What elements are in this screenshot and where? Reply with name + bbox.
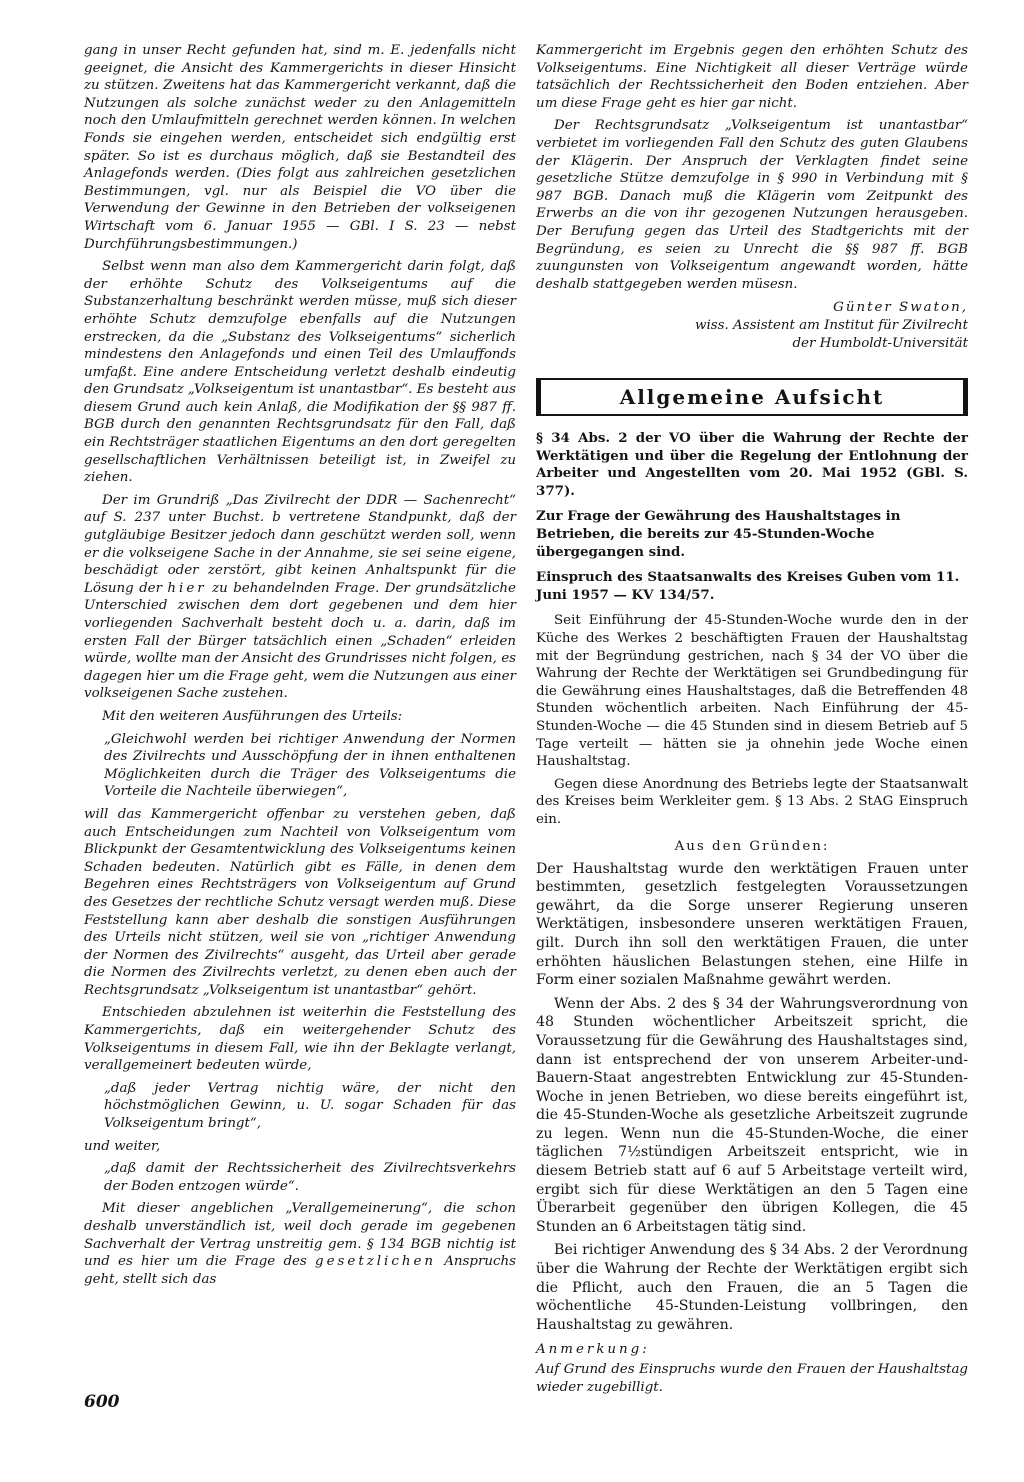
- paragraph: Bei richtiger Anwendung des § 34 Abs. 2 der Verordnung über die Wahrung der Rechte der Werktätigen ergibt sich die Pflicht, auch den Frauen, die an 5 Tagen die wöchentliche 45-Stunden-Leistung vollbringen, den Haushaltstag zu gewähren.: [536, 1242, 968, 1333]
- author-affiliation: der Humboldt-Universität: [792, 335, 968, 351]
- paragraph: Seit Einführung der 45-Stunden-Woche wurde den in der Küche des Werkes 2 beschäftigten Frauen der Haushaltstag mit der Begründung gestrichen, nach § 34 der VO über die Wahrung der Rechte der Werktätigen sei Grundbedingung für die Gewährung eines Haushaltstages, daß die Betreffenden 48 Stunden wöchentlich arbeiten. Nach Einführung der 45-Stunden-Woche — die 45 Stunden sind in diesem Betrieb auf 5 Tage verteilt — hätten sie ja ohnehin jede Woche einen Haushaltstag.: [536, 613, 968, 770]
- paragraph: Selbst wenn man also dem Kammergericht darin folgt, daß der erhöhte Schutz des Volkseigentums auf die Substanzerhaltung beschränkt werden müsse, muß sich dieser erhöhte Schutz demzufolge ebenfalls auf die Nutzungen erstrecken, da die „Substanz des Volkseigentums“ sicherlich mindestens den Anlagefonds und einen Teil des Umlauffonds umfaßt. Eine andere Entscheidung verletzt deshalb eindeutig den Grundsatz „Volkseigentum ist unantastbar“. Es besteht aus diesem Grund auch kein Anlaß, die Modifikation der §§ 987 ff. BGB durch den genannten Rechtsgrundsatz für den Fall, daß ein Rechtsträger staatlichen Eigentums an den dort geregelten gesellschaftlichen Verhältnissen beteiligt ist, in Zweifel zu ziehen.: [84, 259, 517, 486]
- paragraph: Mit den weiteren Ausführungen des Urteils:: [102, 708, 403, 724]
- section-title: Allgemeine Aufsicht: [619, 385, 885, 410]
- paragraph: [84, 1200, 516, 1288]
- remark-text: Auf Grund des Einspruchs wurde den Frauen der Haushaltstag wieder zugebilligt.: [536, 1362, 968, 1395]
- paragraph: Kammergericht im Ergebnis gegen den erhöhten Schutz des Volkseigentums. Eine Nichtigkeit all dieser Verträge würde tatsächlich der Rechtssicherheit den Boden entziehen. Aber um diese Frage geht es hier gar nicht.: [536, 43, 968, 111]
- author-role: wiss. Assistent am Institut für Zivilrecht: [695, 317, 968, 333]
- paragraph: [84, 492, 516, 703]
- quotation: „Gleichwohl werden bei richtiger Anwendung der Normen des Zivilrechts und Ausschöpfung der in ihnen enthaltenen Möglichkeiten durch die Träger des Volkseigentums die Vorteile die Nachteile überwiegen“,: [104, 731, 516, 800]
- text-span: Anspruchs geht, stellt sich das: [84, 1254, 517, 1287]
- paragraph: Entschieden abzulehnen ist weiterhin die Feststellung des Kammergerichts, daß ein weitergehender Schutz des Volkseigentums in diesem Fall, wie ihn der Beklagte verlangt, verallgemeinert bedeuten würde,: [84, 1005, 516, 1074]
- quotation: „daß damit der Rechtssicherheit des Zivilrechtsverkehrs der Boden entzogen würde“.: [104, 1161, 516, 1194]
- left-column: [84, 42, 516, 1293]
- page-number: 600: [84, 1392, 120, 1412]
- case-heading: Einspruch des Staatsanwalts des Kreises Guben vom 11. Juni 1957 — KV 134/57.: [536, 569, 960, 603]
- author-signature: [536, 299, 968, 352]
- paragraph: Gegen diese Anordnung des Betriebs legte der Staatsanwalt des Kreises beim Werkleiter gem. § 13 Abs. 2 StAG Einspruch ein.: [536, 776, 968, 827]
- topic-heading: Zur Frage der Gewährung des Haushaltstages in Betrieben, die bereits zur 45-Stunden-Woche übergegangen sind.: [536, 508, 901, 560]
- grounds-heading: Aus den Gründen:: [674, 838, 830, 854]
- paragraph: gang in unser Recht gefunden hat, sind m. E. jedenfalls nicht geeignet, die Ansicht des Kammergerichts in dieser Hinsicht zu stützen. Zweitens hat das Kammergericht verkannt, daß die Nutzungen als solche zunächst weder zu den Anlagemitteln noch den Umlaufmitteln gerechnet werden können. In welchen Fonds sie eingehen werden, entscheidet sich endgültig erst später. So ist es durchaus möglich, daß sie Bestandteil des Anlagefonds werden. (Dies folgt aus zahlreichen gesetzlichen Bestimmungen, vgl. nur als Beispiel die VO über die Verwendung der Gewinne in den Betrieben der volkseigenen Wirtschaft vom 6. Januar 1955 — GBl. I S. 23 — nebst Durchführungsbestimmungen.): [84, 43, 516, 252]
- emphasized-word: gesetzlichen: [315, 1254, 437, 1270]
- emphasized-word: hier: [167, 580, 207, 596]
- author-name: Günter Swaton,: [833, 300, 968, 316]
- quotation: „daß jeder Vertrag nichtig wäre, der nicht den höchstmöglichen Gewinn, u. U. sogar Schaden für das Volkseigentum bringt“,: [104, 1080, 516, 1132]
- paragraph: und weiter,: [84, 1138, 161, 1154]
- text-span: zu behandelnden Frage. Der grundsätzliche Unterschied zwischen dem dort gegebenen und dem hier vorliegenden Sachverhalt besteht doch u. a. darin, daß im ersten Fall der Bürger tatsächlich einen „Schaden“ erleiden würde, wollte man der Ansicht des Grundrisses nicht folgen, es dagegen hier um die Frage geht, wem die Nutzungen aus einer volkseigenen Sache zustehen.: [84, 580, 516, 702]
- remark-heading: Anmerkung:: [536, 1342, 650, 1358]
- right-column: [536, 42, 968, 1402]
- legal-reference-heading: § 34 Abs. 2 der VO über die Wahrung der Rechte der Werktätigen und über die Regelung der Entlohnung der Arbeiter und Angestellten vom 20. Mai 1952 (GBl. S. 377).: [536, 430, 968, 499]
- paragraph: Wenn der Abs. 2 des § 34 der Wahrungsverordnung von 48 Stunden wöchentlicher Arbeitszeit spricht, die Voraussetzung für die Gewährung des Haushaltstages sind, dann ist entsprechend der von unserem Arbeiter-und-Bauern-Staat angestrebten Entwicklung zur 45-Stunden-Woche in jenen Betrieben, wo diese bereits eingeführt ist, die 45-Stunden-Woche als gesetzliche Arbeitszeit zugrunde zu legen. Wenn nun die 45-Stunden-Woche, die einer täglichen 7½stündigen Arbeitszeit entspricht, wie in diesem Betrieb statt auf 6 auf 5 Arbeitstage verteilt wird, ergibt sich für diese Werktätigen an den 5 Tagen eine Überarbeit gegenüber den übrigen Kollegen, die 45 Stunden an 6 Arbeitstagen tätig sind.: [536, 995, 968, 1235]
- text-span: Der im Grundriß „Das Zivilrecht der DDR — Sachenrecht“ auf S. 237 unter Buchst. b vertretene Standpunkt, daß der gutgläubige Besitzer jedoch dann geschützt werden soll, wenn er die volkseigene Sache in der Annahme, sie sei seine eigene, beschädigt oder zerstört, gibt keinen Anhaltspunkt für die Lösung der: [84, 492, 516, 596]
- grounds-body: [536, 860, 968, 1335]
- paragraph: will das Kammergericht offenbar zu verstehen geben, daß auch Entscheidungen zum Nachteil von Volkseigentum vom Blickpunkt der Gesamtentwicklung des Volkseigentums keinen Schaden bedeuten. Natürlich gibt es Fälle, in denen dem Begehren eines Rechtsträgers von Volkseigentum auf Grund des Gesetzes der rechtliche Schutz versagt werden muß. Diese Feststellung kann aber deshalb die sonstigen Ausführungen des Urteils nicht stützen, weil sie von „richtiger Anwendung der Normen des Zivilrechts“ ausgeht, das Urteil aber gerade die Normen des Zivilrechts verletzt, zu denen eben auch der Rechtsgrundsatz „Volkseigentum ist unantastbar“ gehört.: [84, 806, 516, 998]
- text-span: Mit dieser angeblichen „Verallgemeinerung“, die schon deshalb unverständlich ist, weil doch gerade im gegebenen Sachverhalt der Vertrag unstreitig gem. § 134 BGB nichtig ist und es hier um die Frage des: [84, 1201, 516, 1270]
- paragraph: Der Haushaltstag wurde den werktätigen Frauen unter bestimmten, gesetzlich festgelegten Voraussetzungen gewährt, da die Sorge unserer Regierung unseren Werktätigen, insbesondere unseren werktätigen Frauen, gilt. Durch ihn soll den werktätigen Frauen, die unter erhöhten häuslichen Belastungen stehen, eine Hilfe in Form einer sozialen Maßnahme gewährt werden.: [536, 860, 968, 989]
- paragraph: Der Rechtsgrundsatz „Volkseigentum ist unantastbar“ verbietet im vorliegenden Fall den Schutz des guten Glaubens der Klägerin. Der Anspruch der Verklagten findet seine gesetzliche Stütze demzufolge in § 990 in Verbindung mit § 987 BGB. Danach muß die Klägerin vom Zeitpunkt des Erwerbs an die von ihr gezogenen Nutzungen herausgeben. Der Berufung gegen das Urteil des Stadtgerichts mit der Begründung, es seien zu Unrecht die §§ 987 ff. BGB zuungunsten von Volkseigentum angewandt worden, hätte deshalb stattgegeben werden müsesn.: [536, 118, 968, 292]
- section-title-box: [536, 378, 968, 416]
